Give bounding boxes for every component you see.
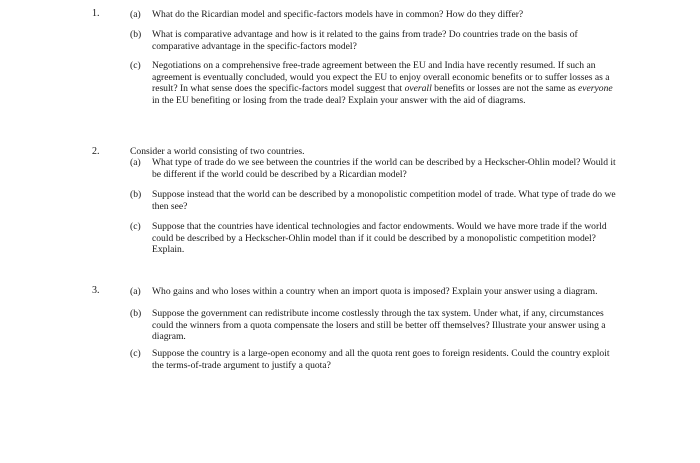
question-part bbox=[130, 60, 620, 106]
question-part bbox=[130, 221, 620, 256]
part-text: Who gains and who loses within a country when an import quota is imposed? Explain your answer using a diagram. bbox=[152, 286, 598, 297]
part-text: Suppose the country is a large-open economy and all the quota rent goes to foreign residents. Could the country exploit the terms-of-trade argument to justify a quota? bbox=[152, 348, 610, 371]
part-label: (c) bbox=[130, 348, 141, 359]
emphasized-word: overall bbox=[404, 83, 432, 95]
part-text: What type of trade do we see between the countries if the world can be described by a Heckscher-Ohlin model? Would it be different if the world could be described by a Ricardian model? bbox=[152, 157, 616, 180]
part-text bbox=[152, 60, 620, 106]
part-label: (b) bbox=[130, 29, 142, 40]
part-text: What is comparative advantage and how is it related to the gains from trade? Do countries trade on the basis of comparative advantage in the specific-factors model? bbox=[152, 29, 578, 52]
part-label: (a) bbox=[130, 9, 141, 20]
question-part bbox=[130, 286, 620, 298]
question-part bbox=[130, 348, 620, 371]
part-text-segment: in the EU benefiting or losing from the trade deal? Explain your answer with the aid of diagrams. bbox=[152, 94, 526, 106]
question-number: 3. bbox=[92, 285, 100, 296]
part-text: What do the Ricardian model and specific-factors models have in common? How do they differ? bbox=[152, 9, 524, 20]
question-number: 1. bbox=[92, 8, 100, 19]
part-text: Suppose the government can redistribute income costlessly through the tax system. Under what, if any, circumstances could the winners from a quota compensate the losers and still be better off themselves? Illustrate your answer using a diagram. bbox=[152, 308, 606, 343]
part-label: (a) bbox=[130, 157, 141, 168]
part-text: Suppose that the countries have identical technologies and factor endowments. Would we have more trade if the world could be described by a Heckscher-Ohlin model than if it could be described by a monopolistic competition model? Explain. bbox=[152, 221, 607, 256]
part-text-segment: Negotiations on a comprehensive free-trade agreement between the EU and India have recently resumed. If such an agreement is eventually concluded, would you expect the EU to enjoy overall economic benefits or to suffer losses as a result? In what sense does the specific-factors model suggest that bbox=[152, 60, 610, 95]
question-part bbox=[130, 157, 620, 180]
question-number: 2. bbox=[92, 146, 100, 157]
question-part bbox=[130, 308, 620, 343]
question-part bbox=[130, 9, 620, 21]
question-part bbox=[130, 29, 620, 52]
part-label: (c) bbox=[130, 60, 141, 71]
part-text-segment: benefits or losses are not the same as bbox=[431, 83, 579, 95]
part-label: (b) bbox=[130, 189, 142, 200]
question-intro: Consider a world consisting of two countries. bbox=[130, 146, 305, 157]
question-part bbox=[130, 189, 620, 212]
part-text: Suppose instead that the world can be described by a monopolistic competition model of trade. What type of trade do we then see? bbox=[152, 189, 616, 212]
part-label: (c) bbox=[130, 221, 141, 232]
emphasized-word: everyone bbox=[578, 83, 613, 95]
part-label: (a) bbox=[130, 286, 141, 297]
part-label: (b) bbox=[130, 308, 142, 319]
